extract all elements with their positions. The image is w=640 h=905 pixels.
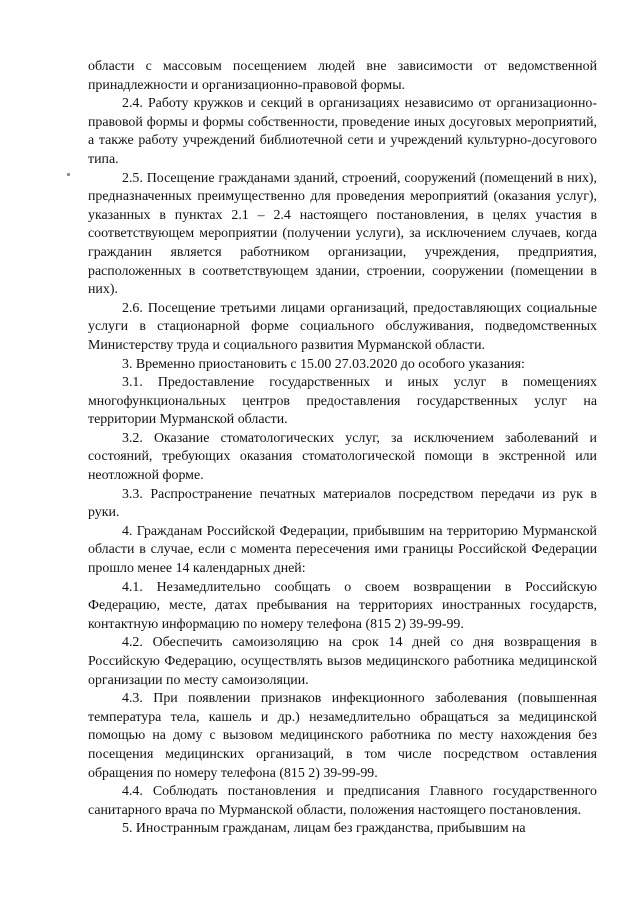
paragraph-4-3: 4.3. При появлении признаков инфекционного заболевания (повышенная температура тела, кашель и др.) незамедлительно обращаться за медицинской помощью на дому с вызовом медицинского работника по месту нахождения без посещения медицинских организаций, в том числе посредством оставления обращения по номеру телефона (815 2) 39-99-99. <box>88 691 597 781</box>
paragraph-4-2: 4.2. Обеспечить самоизоляцию на срок 14 дней со дня возвращения в Российскую Федерацию, осуществлять вызов медицинского работника медицинской организации по месту самоизоляции. <box>88 635 597 688</box>
paragraph-3-2: 3.2. Оказание стоматологических услуг, за исключением заболеваний и состояний, требующих оказания стоматологической помощи в экстренной или неотложной форме. <box>88 430 597 484</box>
margin-mark <box>67 173 70 176</box>
paragraph-4-4: 4.4. Соблюдать постановления и предписания Главного государственного санитарного врача по Мурманской области, положения настоящего постановления. <box>88 784 597 818</box>
paragraph-4: 4. Гражданам Российской Федерации, прибывшим на территорию Мурманской области в случае, если с момента пересечения ими границы Российской Федерации прошло менее 14 календарных дней: <box>88 523 597 577</box>
paragraph-2-6: 2.6. Посещение третьими лицами организаций, предоставляющих социальные услуги в стационарной форме социального обслуживания, подведомственных Министерству труда и социального развития Мурманской области. <box>88 300 597 353</box>
paragraph-3-3: 3.3. Распространение печатных материалов посредством передачи из рук в руки. <box>88 486 597 521</box>
document-body <box>88 58 597 839</box>
paragraph-4-1: 4.1. Незамедлительно сообщать о своем возвращении в Российскую Федерацию, месте, датах пребывания на территориях иностранных государств, контактную информацию по номеру телефона (815 2) 39-99-99. <box>88 579 597 632</box>
paragraph-3-1: 3.1. Предоставление государственных и иных услуг в помещениях многофункциональных центров предоставления государственных услуг на территории Мурманской области. <box>88 375 597 428</box>
paragraph-3: 3. Временно приостановить с 15.00 27.03.2020 до особого указания: <box>122 356 525 372</box>
paragraph-2-5: 2.5. Посещение гражданами зданий, строений, сооружений (помещений в них), предназначенных преимущественно для проведения мероприятий (оказания услуг), указанных в пунктах 2.1 – 2.4 настоящего постановления, в целях участия в соответствующем мероприятии (получении услуги), за исключением случаев, когда гражданин является работником организации, учреждения, предприятия, расположенных в соответствующем здании, строении, сооружении (помещении в них). <box>88 170 597 298</box>
paragraph-continuation: области с массовым посещением людей вне зависимости от ведомственной принадлежности и организационно-правовой формы. <box>88 59 597 93</box>
paragraph-2-4: 2.4. Работу кружков и секций в организациях независимо от организационно-правовой формы и формы собственности, проведение иных досуговых мероприятий, а также работу учреждений библиотечной сети и учреждений культурно-досугового типа. <box>88 96 597 167</box>
paragraph-5: 5. Иностранным гражданам, лицам без гражданства, прибывшим на <box>122 821 526 837</box>
